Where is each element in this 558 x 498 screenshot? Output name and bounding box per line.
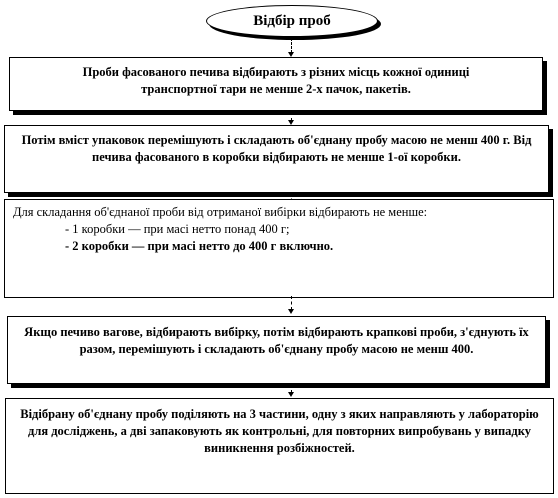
step-3-list [13,221,546,255]
step-1-box [9,57,543,111]
arrow-1-line [291,38,292,53]
step-3-text: Для складання об'єднаної проби від отриманої вибірки відбирають не менше: [13,205,428,219]
arrow-4-head [288,309,294,314]
step-4-box [7,316,546,384]
step-2-text: Потім вміст упаковок перемішують і складають об'єднану пробу масою не менш 400 г. Від печива фасованого в коробки відбирають не менше 1-ої коробки. [21,133,532,164]
step-5-text: Відібрану об'єднану пробу поділяють на 3 частини, одну з яких направляють у лабораторію для досліджень, а дві запаковують як контрольні, для повторних випробувань у випадку виникнення розбіжностей. [20,407,539,455]
step-3-box [4,199,554,298]
title-oval [206,5,378,37]
step-5-box [5,398,554,494]
step-4-text: Якщо печиво вагове, відбирають вибірку, потім відбирають крапкові проби, з'єднують їх разом, перемішують і складають об'єднану пробу масою не менш 400. [24,325,529,356]
step-3-item-1: - 1 коробки — при масі нетто понад 400 г; [65,222,290,236]
arrow-4-line [291,296,292,310]
step-2-box [4,125,549,193]
title-text: Відбір проб [253,12,331,29]
step-3-item-2: - 2 коробки — при масі нетто до 400 г включно. [65,239,334,253]
step-1-text: Проби фасованого печива відбирають з різних місць кожної одиниці транспортної тари не менше 2-х пачок, пакетів. [82,65,470,96]
arrow-5-head [288,392,294,397]
